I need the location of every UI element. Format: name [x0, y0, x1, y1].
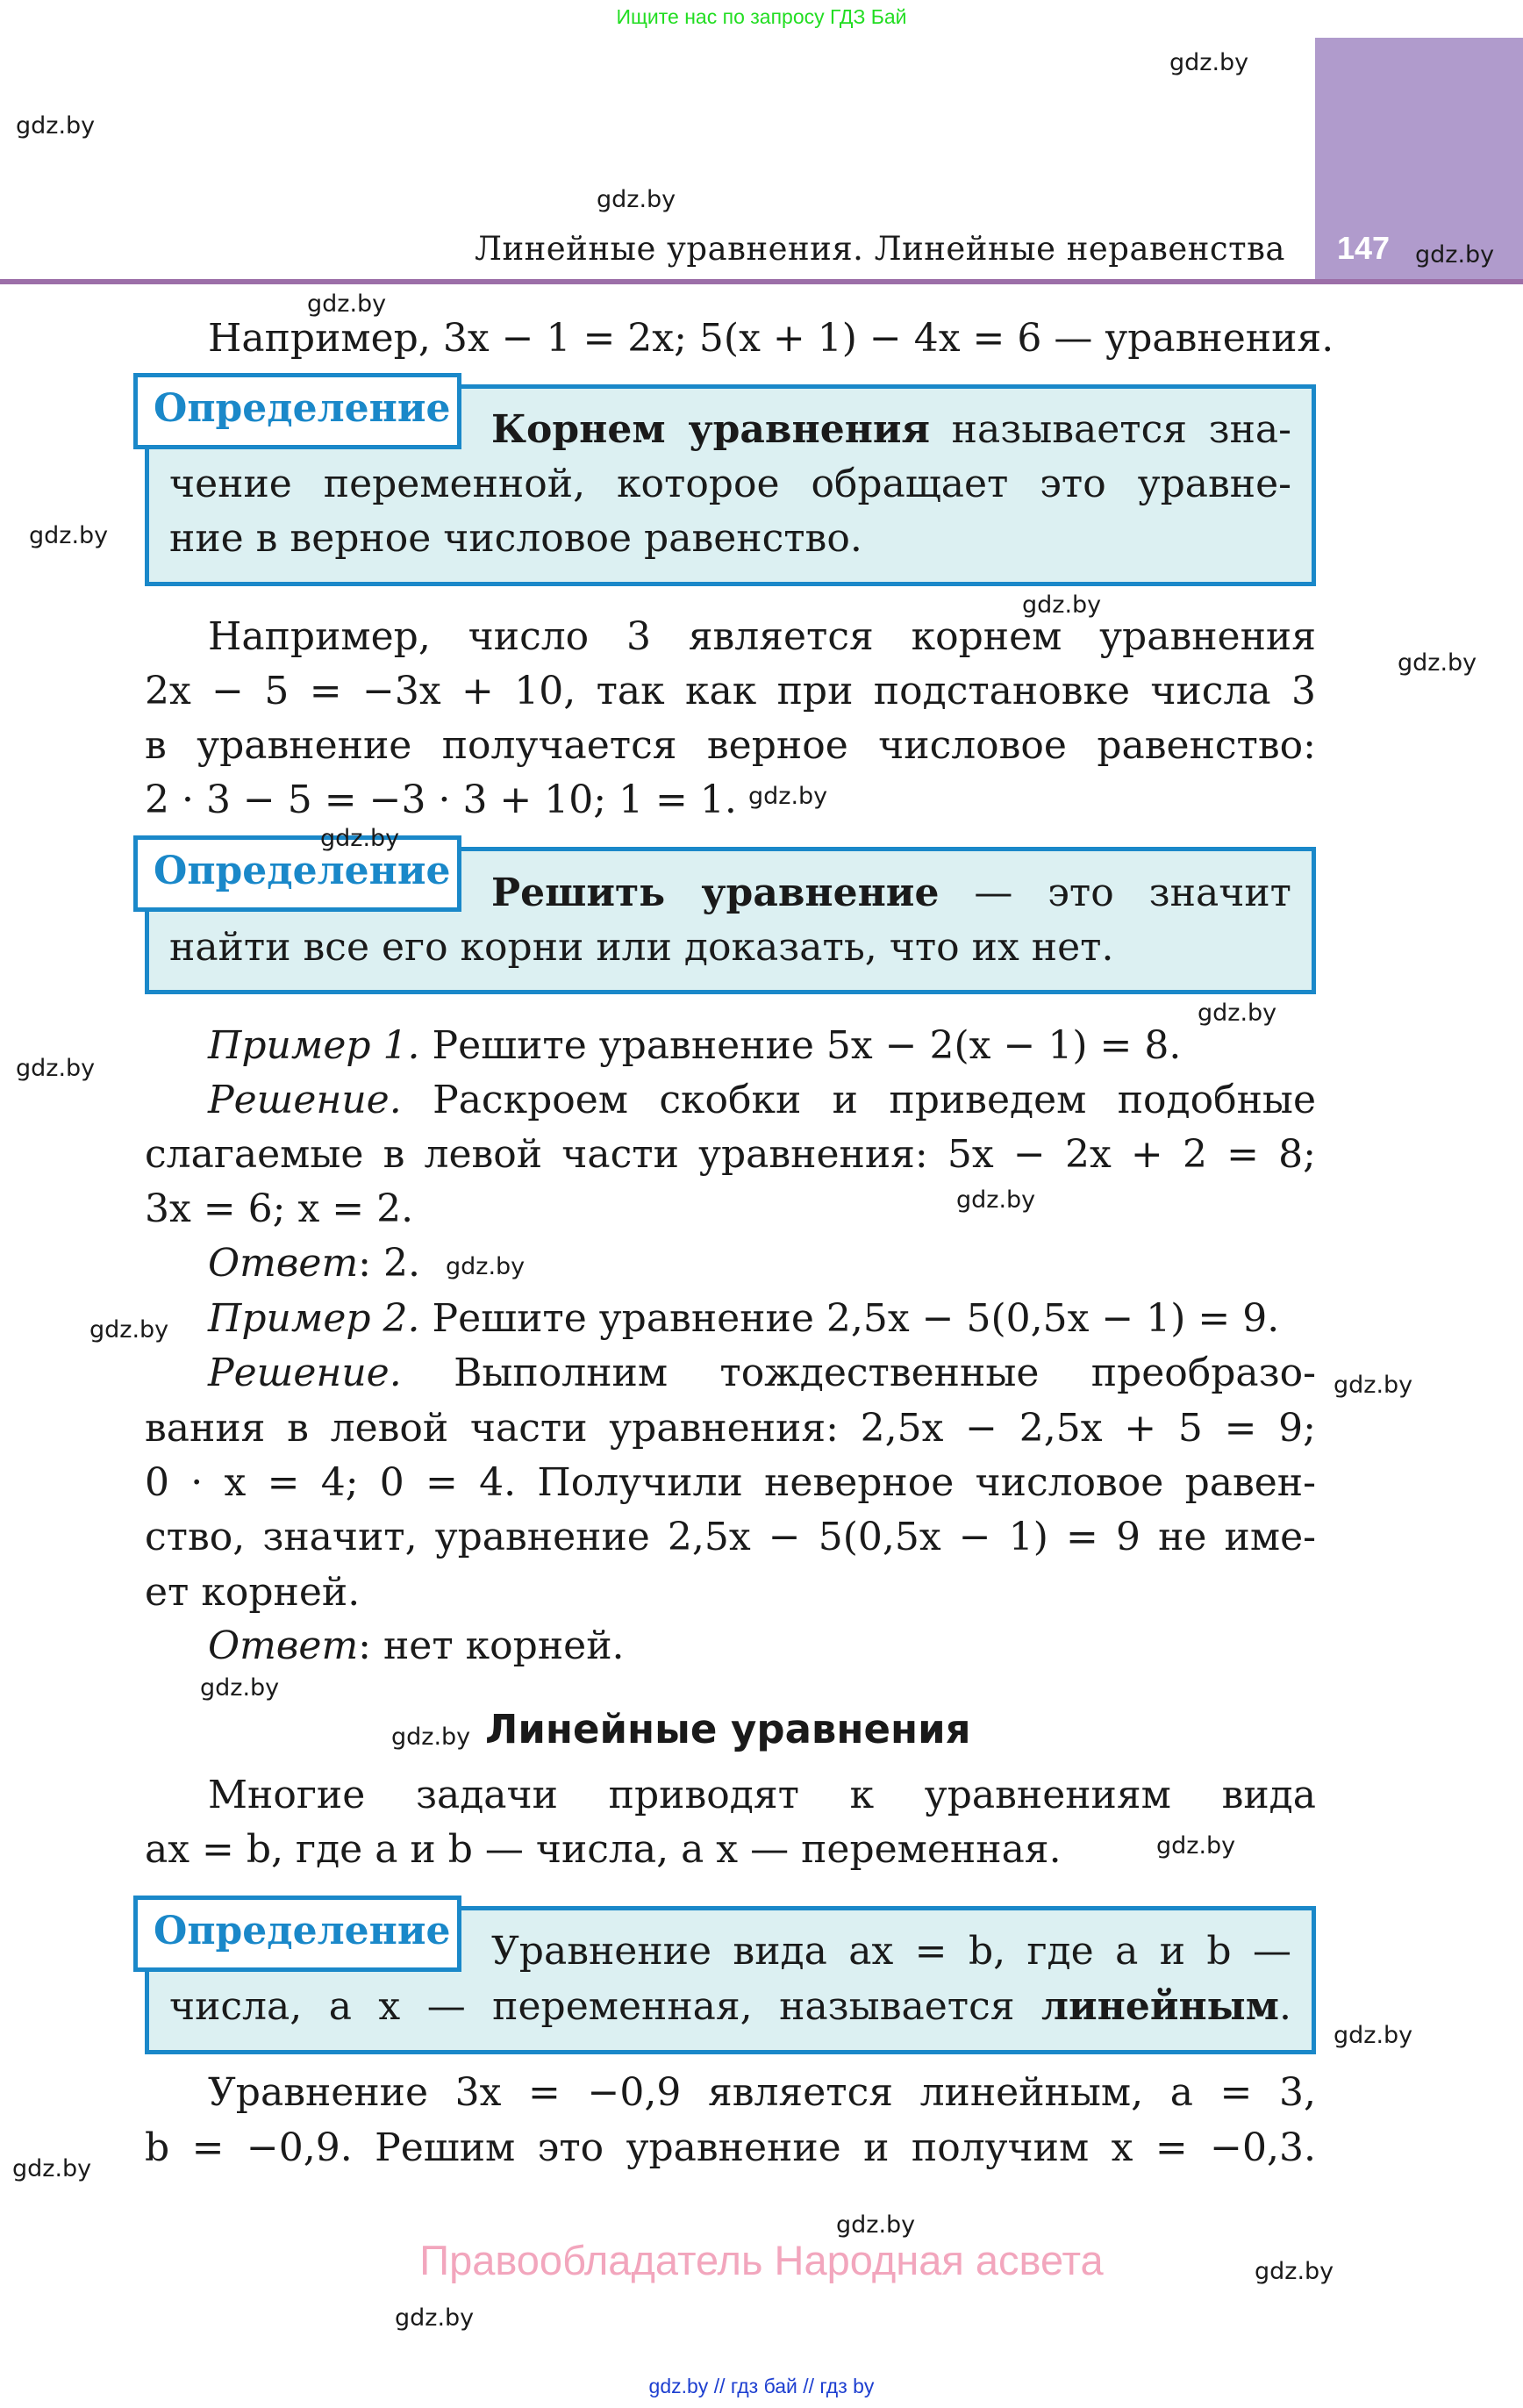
watermark: gdz.by	[1022, 591, 1102, 619]
paragraph-line: 2 · 3 − 5 = −3 · 3 + 10; 1 = 1.	[145, 778, 737, 822]
watermark: gdz.by	[446, 1253, 526, 1280]
example-1-answer	[208, 1239, 1316, 1288]
definition-line	[491, 405, 1291, 455]
paragraph-line: ство, значит, уравнение 2,5x − 5(0,5x − 1) = 9 не име-	[145, 1515, 1316, 1559]
definition-line	[491, 869, 1291, 918]
answer-text: : нет корней.	[358, 1623, 625, 1668]
watermark: gdz.by	[307, 290, 387, 318]
watermark: gdz.by	[16, 1055, 96, 1082]
watermark: gdz.by	[12, 2155, 92, 2182]
running-header-title: Линейные уравнения. Линейные неравенства	[475, 230, 1285, 268]
watermark: gdz.by	[1334, 1372, 1413, 1399]
paragraph-line: Уравнение 3x = −0,9 является линейным, a = 3,	[208, 2070, 1316, 2115]
example-2-title	[208, 1294, 1316, 1344]
watermark: gdz.by	[1198, 1000, 1277, 1027]
paragraph-line: слагаемые в левой части уравнения: 5x − 2x + 2 = 8;	[145, 1132, 1316, 1177]
watermark: gdz.by	[1255, 2258, 1334, 2285]
copyright-notice: Правообладатель Народная асвета	[419, 2237, 1104, 2283]
definition-text: числа, a x — переменная, называется	[169, 1984, 1041, 2029]
example-label: Пример 1.	[208, 1023, 420, 1068]
paragraph-line: Многие задачи приводят к уравнениям вида	[208, 1773, 1316, 1817]
watermark: gdz.by	[29, 522, 109, 549]
answer-text: : 2.	[358, 1241, 420, 1286]
example-2-answer	[208, 1622, 1316, 1671]
definition-label-text: Определение	[154, 849, 451, 893]
watermark: gdz.by	[1156, 1832, 1236, 1860]
definition-label-text: Определение	[154, 386, 451, 431]
header-divider	[0, 279, 1523, 284]
solution-label: Решение.	[208, 1351, 402, 1395]
example-1-title	[208, 1021, 1316, 1071]
solution-label: Решение.	[208, 1078, 402, 1122]
definition-line: чение переменной, которое обращает это уравне-	[169, 462, 1291, 506]
example-2-solution	[208, 1349, 1316, 1398]
definition-label	[133, 1896, 461, 1972]
paragraph-line: b = −0,9. Решим это уравнение и получим x = −0,3.	[145, 2125, 1316, 2170]
definition-text: называется зна-	[930, 407, 1292, 452]
paragraph-line: Например, число 3 является корнем уравнения	[208, 614, 1316, 659]
watermark: gdz.by	[89, 1316, 169, 1344]
watermark: gdz.by	[391, 1724, 471, 1751]
watermark: gdz.by	[395, 2304, 475, 2332]
definition-label-text: Определение	[154, 1909, 451, 1953]
watermark: gdz.by	[748, 783, 828, 810]
paragraph-line: в уравнение получается верное числовое равенство:	[145, 723, 1316, 768]
paragraph-line: 0 · x = 4; 0 = 4. Получили неверное числовое равен-	[145, 1460, 1316, 1505]
definition-label	[133, 835, 461, 912]
definition-label	[133, 373, 461, 449]
example-1-solution	[208, 1076, 1316, 1125]
paragraph-line: 3x = 6; x = 2.	[145, 1186, 414, 1231]
page-number: 147	[1337, 230, 1391, 266]
footer-links[interactable]: gdz.by // гдз бай // гдз by	[648, 2375, 875, 2397]
watermark: gdz.by	[320, 825, 400, 852]
intro-paragraph: Например, 3x − 1 = 2x; 5(x + 1) − 4x = 6 — уравнения.	[208, 316, 1334, 361]
watermark: gdz.by	[1169, 49, 1249, 76]
paragraph-line: ет корней.	[145, 1570, 361, 1615]
watermark: gdz.by	[1398, 649, 1477, 677]
search-hint-banner: Ищите нас по запросу ГДЗ Бай	[616, 5, 907, 28]
example-task: Решите уравнение 5x − 2(x − 1) = 8.	[419, 1023, 1182, 1068]
watermark: gdz.by	[1334, 2022, 1413, 2049]
watermark: gdz.by	[836, 2211, 916, 2239]
answer-label: Ответ	[208, 1623, 359, 1668]
definition-text: .	[1279, 1984, 1291, 2029]
term-bold: линейным	[1040, 1984, 1279, 2029]
watermark: gdz.by	[200, 1674, 280, 1702]
definition-line: ние в верное числовое равенство.	[169, 516, 862, 561]
paragraph-line: вания в левой части уравнения: 2,5x − 2,5x + 5 = 9;	[145, 1406, 1316, 1451]
watermark: gdz.by	[597, 186, 676, 213]
definition-text: — это значит	[939, 871, 1291, 915]
paragraph-line: ax = b, где a и b — числа, a x — переменная.	[145, 1827, 1062, 1872]
definition-line: найти все его корни или доказать, что их нет.	[169, 925, 1114, 970]
term-bold: Решить уравнение	[491, 871, 940, 915]
example-task: Решите уравнение 2,5x − 5(0,5x − 1) = 9.	[419, 1296, 1280, 1341]
example-label: Пример 2.	[208, 1296, 420, 1341]
definition-line	[169, 1982, 1291, 2032]
watermark: gdz.by	[956, 1186, 1036, 1214]
watermark: gdz.by	[16, 112, 96, 140]
watermark: gdz.by	[1415, 241, 1495, 269]
section-heading: Линейные уравнения	[485, 1706, 971, 1752]
answer-label: Ответ	[208, 1241, 359, 1286]
term-bold: Корнем уравнения	[491, 407, 931, 452]
paragraph-line: 2x − 5 = −3x + 10, так как при подстановке числа 3	[145, 669, 1316, 713]
definition-line: Уравнение вида ax = b, где a и b —	[491, 1929, 1291, 1974]
solution-text: Выполним тождественные преобразо-	[401, 1351, 1316, 1395]
solution-text: Раскроем скобки и приведем подобные	[401, 1078, 1316, 1122]
